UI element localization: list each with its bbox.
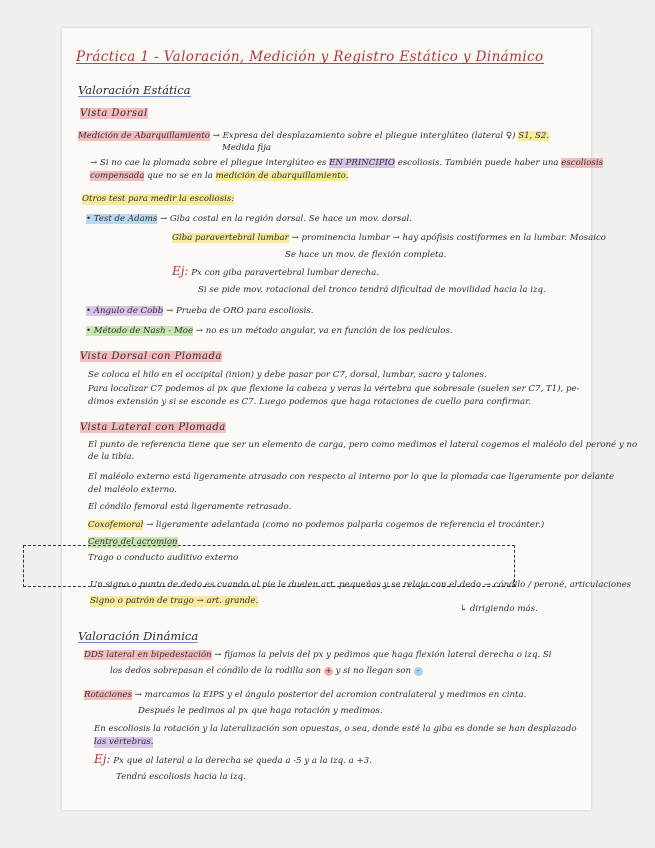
term-rotaciones: Rotaciones xyxy=(84,690,132,700)
text-trocanter: (como no podemos palparla cogemos de referencia el trocánter.) xyxy=(262,520,545,530)
text-plomada-c: escoliosis. También puede haber una xyxy=(397,158,559,168)
text-escoliosis-rotacion: En escoliosis la rotación y la lateralización son opuestas, o sea, donde esté la giba es donde se han desplazado xyxy=(94,724,577,734)
text-se-en-la: se en la xyxy=(179,171,213,181)
text-no-llegan: y si no llegan son xyxy=(335,666,412,676)
text-rotacion-mide: Después le pedimos al px que haga rotación y medimos. xyxy=(138,706,383,716)
term-medicion: medición de abarquillamiento. xyxy=(215,171,349,181)
positive-marker: + xyxy=(325,667,332,675)
term-cobb: • Ángulo de Cobb xyxy=(86,306,164,316)
text-dynamic-conclusion: Tendrá escoliosis hacia la izq. xyxy=(116,772,246,782)
text-condilo: los dedos sobrepasan el cóndilo de la rodilla son xyxy=(110,666,322,676)
text-dds-def: → fijamos la pelvis del px y pedimos que haga flexión lateral derecha o izq. Si xyxy=(214,650,552,660)
text-adelantada: → ligeramente adelantada xyxy=(146,520,260,530)
text-flexion-completa: Se hace un mov. de flexión completa. xyxy=(285,250,447,260)
text-lateral-4: del maléolo externo. xyxy=(88,485,177,495)
text-box-3: ↳ dirigiendo más. xyxy=(460,604,538,614)
term-test-adams: • Test de Adams xyxy=(86,214,158,224)
negative-marker: - xyxy=(414,667,423,676)
term-en-principio: EN PRINCIPIO xyxy=(329,158,395,168)
compensada-line xyxy=(90,171,348,182)
text-plomada-a: → Si no cae la plomada sobre el pliegue interglúteo es xyxy=(90,158,327,168)
term-coxofemoral: Coxofemoral xyxy=(88,520,144,530)
text-example-2: Si se pide mov. rotacional del tronco tendrá dificultad de movilidad hacia la izq. xyxy=(198,285,546,295)
text-lateral-1: El punto de referencia tiene que ser un elemento de carga, pero como medimos el lateral cogemos el maléolo del peroné y no xyxy=(88,440,638,450)
text-box-1: Un signo o punto de dedo es cuando al pie le duelen art. pequeñas y se relaja con el dedo → cóndilo / peroné, articulaciones xyxy=(90,580,632,590)
term-escoliosis: escoliosis xyxy=(561,158,603,168)
text-que-no: que no xyxy=(147,171,177,181)
text-plomada-2: Para localizar C7 podemos al px que flexione la cabeza y veras la vértebra que sobresale (suelen ser C7, T1), pe- xyxy=(88,384,580,394)
subheading-lateral-plomada: Vista Lateral con Plomada xyxy=(80,422,226,433)
text-acromion: Centro del acromion xyxy=(88,537,178,547)
term-giba-lumbar: Giba paravertebral lumbar xyxy=(172,233,289,243)
example-label: Ej: xyxy=(172,264,189,278)
coxofemoral-line xyxy=(88,520,544,531)
abarquillamiento-line xyxy=(78,131,549,142)
page-title: Práctica 1 - Valoración, Medición y Registro Estático y Dinámico xyxy=(76,49,544,65)
text-trago: Trago o conducto auditivo externo xyxy=(88,553,239,563)
nash-line xyxy=(86,326,453,337)
note-medida-fija: Medida fija xyxy=(222,143,272,153)
adams-line xyxy=(86,214,412,225)
text-adams-def: → Giba costal en la región dorsal. Se hace un mov. dorsal. xyxy=(160,214,412,224)
term-dds: DDS lateral en bipedestación xyxy=(84,650,212,660)
term-compensada: compensada xyxy=(90,171,145,181)
text-abarquillamiento-def: → Expresa del desplazamiento sobre el pliegue interglúteo (lateral xyxy=(212,131,504,141)
text-plomada-1: Se coloca el hilo en el occipital (inion) y debe pasar por C7, dorsal, lumbar, sacro y talones. xyxy=(88,370,487,380)
text-lateral-2: de la tibia. xyxy=(88,452,135,462)
text-otros-test: Otros test para medir la escoliosis: xyxy=(82,194,235,204)
text-example-1: Px con giba paravertebral lumbar derecha. xyxy=(191,268,380,278)
section-heading-dynamic: Valoración Dinámica xyxy=(78,629,199,643)
text-nash-def: → no es un método angular, va en función de los pedículos. xyxy=(195,326,453,336)
text-giba-lumbar-def: → prominencia lumbar → hay apófisis costiformes en la lumbar. Mosaico xyxy=(291,233,606,243)
subheading-dorsal-plomada: Vista Dorsal con Plomada xyxy=(80,351,222,362)
text-plomada-3: dimos extensión y si se esconde es C7. Luego podemos que haga rotaciones de cuello para confirmar. xyxy=(88,397,532,407)
rotaciones-line xyxy=(84,690,526,701)
text-cobb-def: → Prueba de ORO para escoliosis. xyxy=(166,306,314,316)
example-1-line xyxy=(172,266,379,279)
text-lateral-3: El maléolo externo está ligeramente atrasado con respecto al interno por lo que la plomada cae ligeramente por delante xyxy=(88,472,615,482)
plomada-line xyxy=(90,158,603,169)
giba-lumbar-line xyxy=(172,233,606,244)
dds-line xyxy=(84,650,552,661)
dynamic-example-label: Ej: xyxy=(94,752,111,766)
dynamic-example-line xyxy=(94,754,372,767)
term-nash-moe: • Método de Nash - Moe xyxy=(86,326,194,336)
text-las-vertebras: las vértebras. xyxy=(94,737,154,747)
term-s1-s2: S1, S2. xyxy=(518,131,550,141)
cobb-line xyxy=(86,306,314,317)
section-heading-static: Valoración Estática xyxy=(78,83,191,97)
condilo-line xyxy=(110,666,423,677)
subheading-vista-dorsal: Vista Dorsal xyxy=(80,108,148,119)
text-rotaciones-def: → marcamos la EIPS y el ángulo posterior del acromion contralateral y medimos en cinta. xyxy=(134,690,527,700)
female-symbol: ♀) xyxy=(505,131,516,141)
text-box-2: Signo o patrón de trago → art. grande. xyxy=(90,596,259,606)
term-abarquillamiento: Medición de Abarquillamiento xyxy=(78,131,210,141)
text-lateral-5: El cóndilo femoral está ligeramente retrasado. xyxy=(88,502,292,512)
text-dynamic-example: Px que al lateral a la derecha se queda a -5 y a la izq. a +3. xyxy=(113,756,372,766)
